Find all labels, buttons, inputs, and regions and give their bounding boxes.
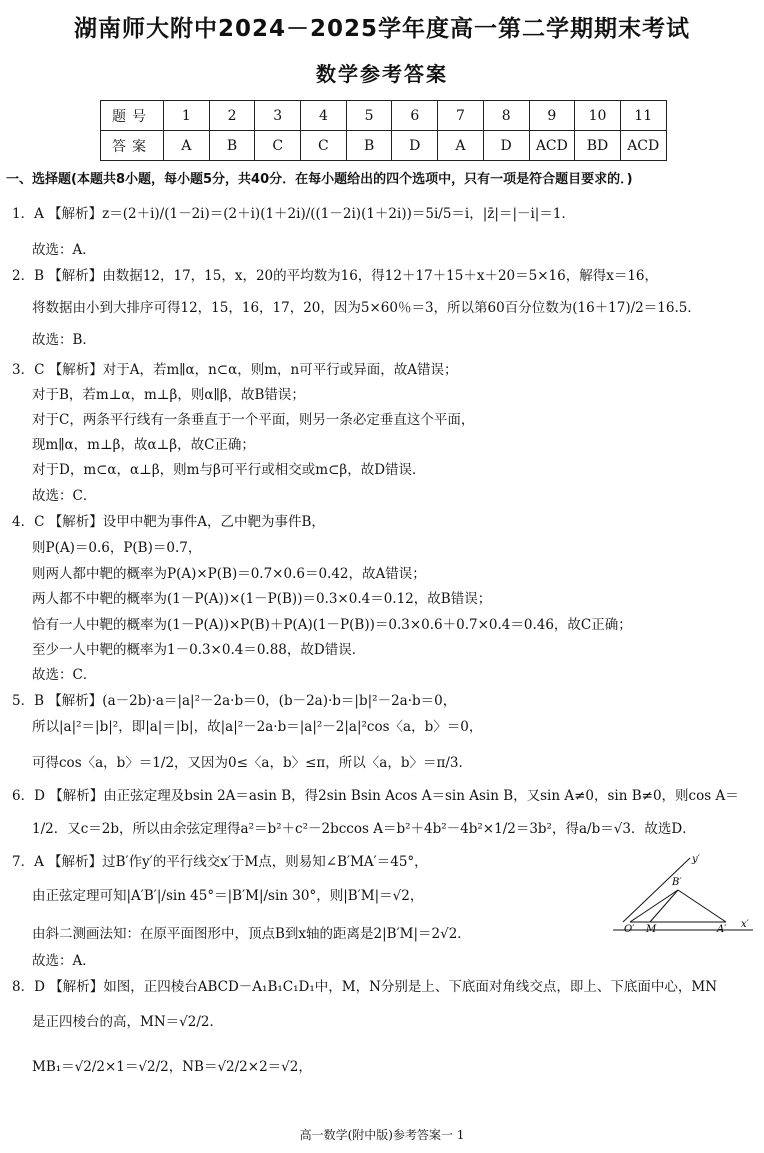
question-number: 3 (255, 101, 301, 131)
oblique-projection-figure (608, 850, 758, 935)
solution-line: 两人都不中靶的概率为(1－P(A))×(1－P(B))＝0.3×0.4＝0.12，故B错误； (32, 591, 492, 607)
solution-line: 8．D 【解析】如图，正四棱台ABCD－A₁B₁C₁D₁中，M，N分别是上、下底面对角线交点，即上、下底面中心，MN (12, 979, 718, 995)
solution-line: 7．A 【解析】过B′作y′的平行线交x′于M点，则易知∠B′MA′＝45°， (12, 854, 428, 870)
solution-line: 是正四棱台的高，MN＝√2/2． (32, 1014, 223, 1030)
solution-line: 则P(A)＝0.6，P(B)＝0.7， (32, 540, 202, 556)
solution-line: 故选：C． (32, 667, 97, 683)
solution-line: 1/2．又c＝2b，所以由余弦定理得a²＝b²＋c²－2bccos A＝b²＋4b²－4b²×1/2＝3b²，得a/b＝√3．故选D． (32, 821, 696, 837)
document-title: 湖南师大附中2024－2025学年度高一第二学期期末考试 (73, 16, 691, 42)
solution-line: MB₁＝√2/2×1＝√2/2，NB＝√2/2×2＝√2， (32, 1059, 312, 1075)
solution-line: 3．C 【解析】对于A，若m∥α，n⊂α，则m，n可平行或异面，故A错误； (12, 362, 458, 378)
solution-line: 故选：A． (32, 953, 96, 969)
answer-table-number-row (101, 101, 667, 131)
answer-cell: A (438, 131, 484, 161)
solution-line: 由斜二测画法知：在原平面图形中，顶点B到x轴的距离是2|B′M|＝2√2． (32, 926, 471, 942)
question-number: 6 (392, 101, 438, 131)
question-number: 10 (575, 101, 621, 131)
solution-line: 则两人都中靶的概率为P(A)×P(B)＝0.7×0.6＝0.42，故A错误； (32, 566, 426, 582)
answer-cell: ACD (620, 131, 666, 161)
solution-line: 故选：A． (32, 242, 96, 258)
segment-b-a (678, 890, 726, 922)
solution-line: 由正弦定理可知|A′B′|/sin 45°＝|B′M|/sin 30°，则|B′M|＝√2， (32, 888, 424, 904)
row-label-number: 题号 (101, 101, 164, 131)
solution-line: 2．B 【解析】由数据12，17，15，x，20的平均数为16，得12＋17＋15＋x＋20＝5×16，解得x＝16， (12, 268, 659, 284)
answer-cell: BD (575, 131, 621, 161)
question-number: 4 (301, 101, 347, 131)
solution-line: 对于D，m⊂α，α⊥β，则m与β可平行或相交或m⊂β，故D错误． (32, 462, 426, 478)
solution-line: 恰有一人中靶的概率为(1－P(A))×P(B)＋P(A)(1－P(B))＝0.3×0.6＋0.7×0.4＝0.46，故C正确； (32, 617, 632, 633)
question-number: 5 (346, 101, 392, 131)
answer-cell: B (346, 131, 392, 161)
question-number: 11 (620, 101, 666, 131)
answer-cell: ACD (529, 131, 575, 161)
section-heading: 一、选择题(本题共8小题，每小题5分，共40分．在每小题给出的四个选项中，只有一项是符合题目要求的．) (6, 172, 633, 187)
answer-table-answer-row (101, 131, 667, 161)
label-b: B′ (672, 877, 682, 888)
question-number: 9 (529, 101, 575, 131)
solution-line: 故选：C． (32, 488, 97, 504)
solution-line: 1．A 【解析】z＝(2＋i)/(1－2i)＝(2＋i)(1＋2i)/((1－2i)(1＋2i))＝5i/5＝i，|z̄|＝|－i|＝1． (12, 206, 575, 222)
solution-line: 6．D 【解析】由正弦定理及bsin 2A＝asin B，得2sin Bsin Acos A＝sin Asin B，又sin A≠0，sin B≠0，则cos A＝ (12, 788, 739, 804)
answer-cell: A (164, 131, 210, 161)
answer-cell: D (483, 131, 529, 161)
solution-line: 可得cos〈a，b〉＝1/2，又因为0≤〈a，b〉≤π，所以〈a，b〉＝π/3． (32, 755, 473, 771)
answer-cell: C (255, 131, 301, 161)
answer-cell: B (209, 131, 255, 161)
solution-line: 至少一人中靶的概率为1－0.3×0.4＝0.88，故D错误． (32, 642, 366, 658)
question-number: 1 (164, 101, 210, 131)
solution-line: 故选：B． (32, 332, 96, 348)
solution-line: 4．C 【解析】设甲中靶为事件A，乙中靶为事件B， (12, 514, 325, 530)
solution-line: 所以|a|²＝|b|²，即|a|＝|b|，故|a|²－2a·b＝|a|²－2|a|²cos〈a，b〉＝0， (32, 719, 483, 735)
solution-line: 对于C，两条平行线有一条垂直于一个平面，则另一条必定垂直这个平面， (32, 412, 475, 428)
question-number: 8 (483, 101, 529, 131)
answer-table (100, 100, 667, 161)
label-a: A′ (717, 924, 727, 935)
label-y: y′ (692, 854, 700, 865)
solution-line: 现m∥α，m⊥β，故α⊥β，故C正确； (32, 437, 255, 453)
y-axis-line (623, 858, 690, 922)
solution-line: 对于B，若m⊥α，m⊥β，则α∥β，故B错误； (32, 387, 305, 403)
row-label-answer: 答案 (101, 131, 164, 161)
page-footer: 高一数学(附中版)参考答案一 1 (299, 1128, 465, 1142)
question-number: 7 (438, 101, 484, 131)
answer-cell: C (301, 131, 347, 161)
answer-cell: D (392, 131, 438, 161)
question-number: 2 (209, 101, 255, 131)
label-m: M (646, 924, 657, 935)
label-o: O′ (624, 924, 635, 935)
solution-line: 5．B 【解析】(a－2b)·a＝|a|²－2a·b＝0，(b－2a)·b＝|b|²－2a·b＝0， (12, 693, 457, 709)
solution-line: 将数据由小到大排序可得12，15，16，17，20，因为5×60％＝3，所以第60百分位数为(16＋17)/2＝16.5． (32, 300, 701, 316)
label-x: x′ (741, 919, 749, 930)
document-subtitle: 数学参考答案 (316, 62, 448, 86)
